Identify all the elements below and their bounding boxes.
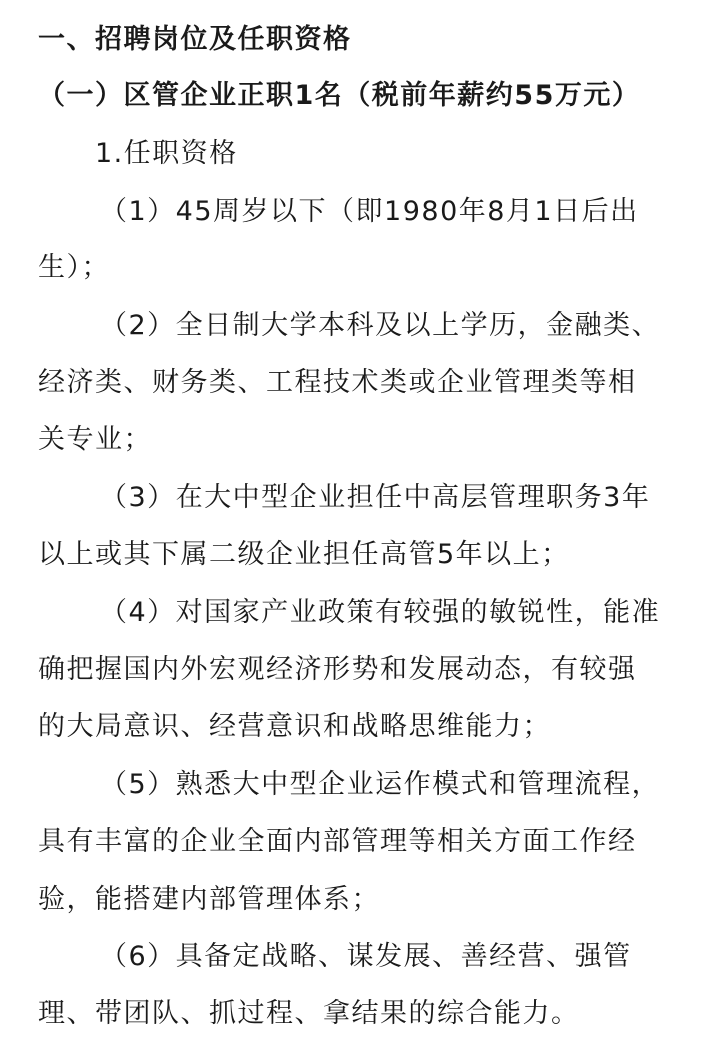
document-heading: 一、招聘岗位及任职资格: [38, 24, 352, 55]
requirement-line: （6）具备定战略、谋发展、善经营、强管: [100, 941, 632, 972]
requirement-line: 验，能搭建内部管理体系；: [38, 884, 380, 915]
requirement-line: 以上或其下属二级企业担任高管5年以上；: [38, 539, 570, 570]
requirement-line: （5）熟悉大中型企业运作模式和管理流程，: [100, 769, 661, 800]
requirement-line: （4）对国家产业政策有较强的敏锐性，能准: [100, 597, 661, 628]
requirement-line: （2）全日制大学本科及以上学历，金融类、: [100, 310, 661, 341]
requirement-line: 关专业；: [38, 424, 152, 455]
requirement-line: 确把握国内外宏观经济形势和发展动态，有较强: [38, 654, 637, 685]
section-title: 1.任职资格: [95, 138, 238, 169]
requirement-line: 的大局意识、经营意识和战略思维能力；: [38, 711, 551, 742]
position-subheading: （一）区管企业正职1名（税前年薪约55万元）: [38, 80, 641, 111]
requirement-line: 生）；: [38, 252, 110, 283]
requirement-line: 理、带团队、抓过程、拿结果的综合能力。: [38, 998, 580, 1029]
requirement-line: 经济类、财务类、工程技术类或企业管理类等相: [38, 367, 637, 398]
requirement-line: （3）在大中型企业担任中高层管理职务3年: [100, 482, 651, 513]
requirement-line: （1）45周岁以下（即1980年8月1日后出: [100, 196, 639, 227]
requirement-line: 具有丰富的企业全面内部管理等相关方面工作经: [38, 826, 637, 857]
